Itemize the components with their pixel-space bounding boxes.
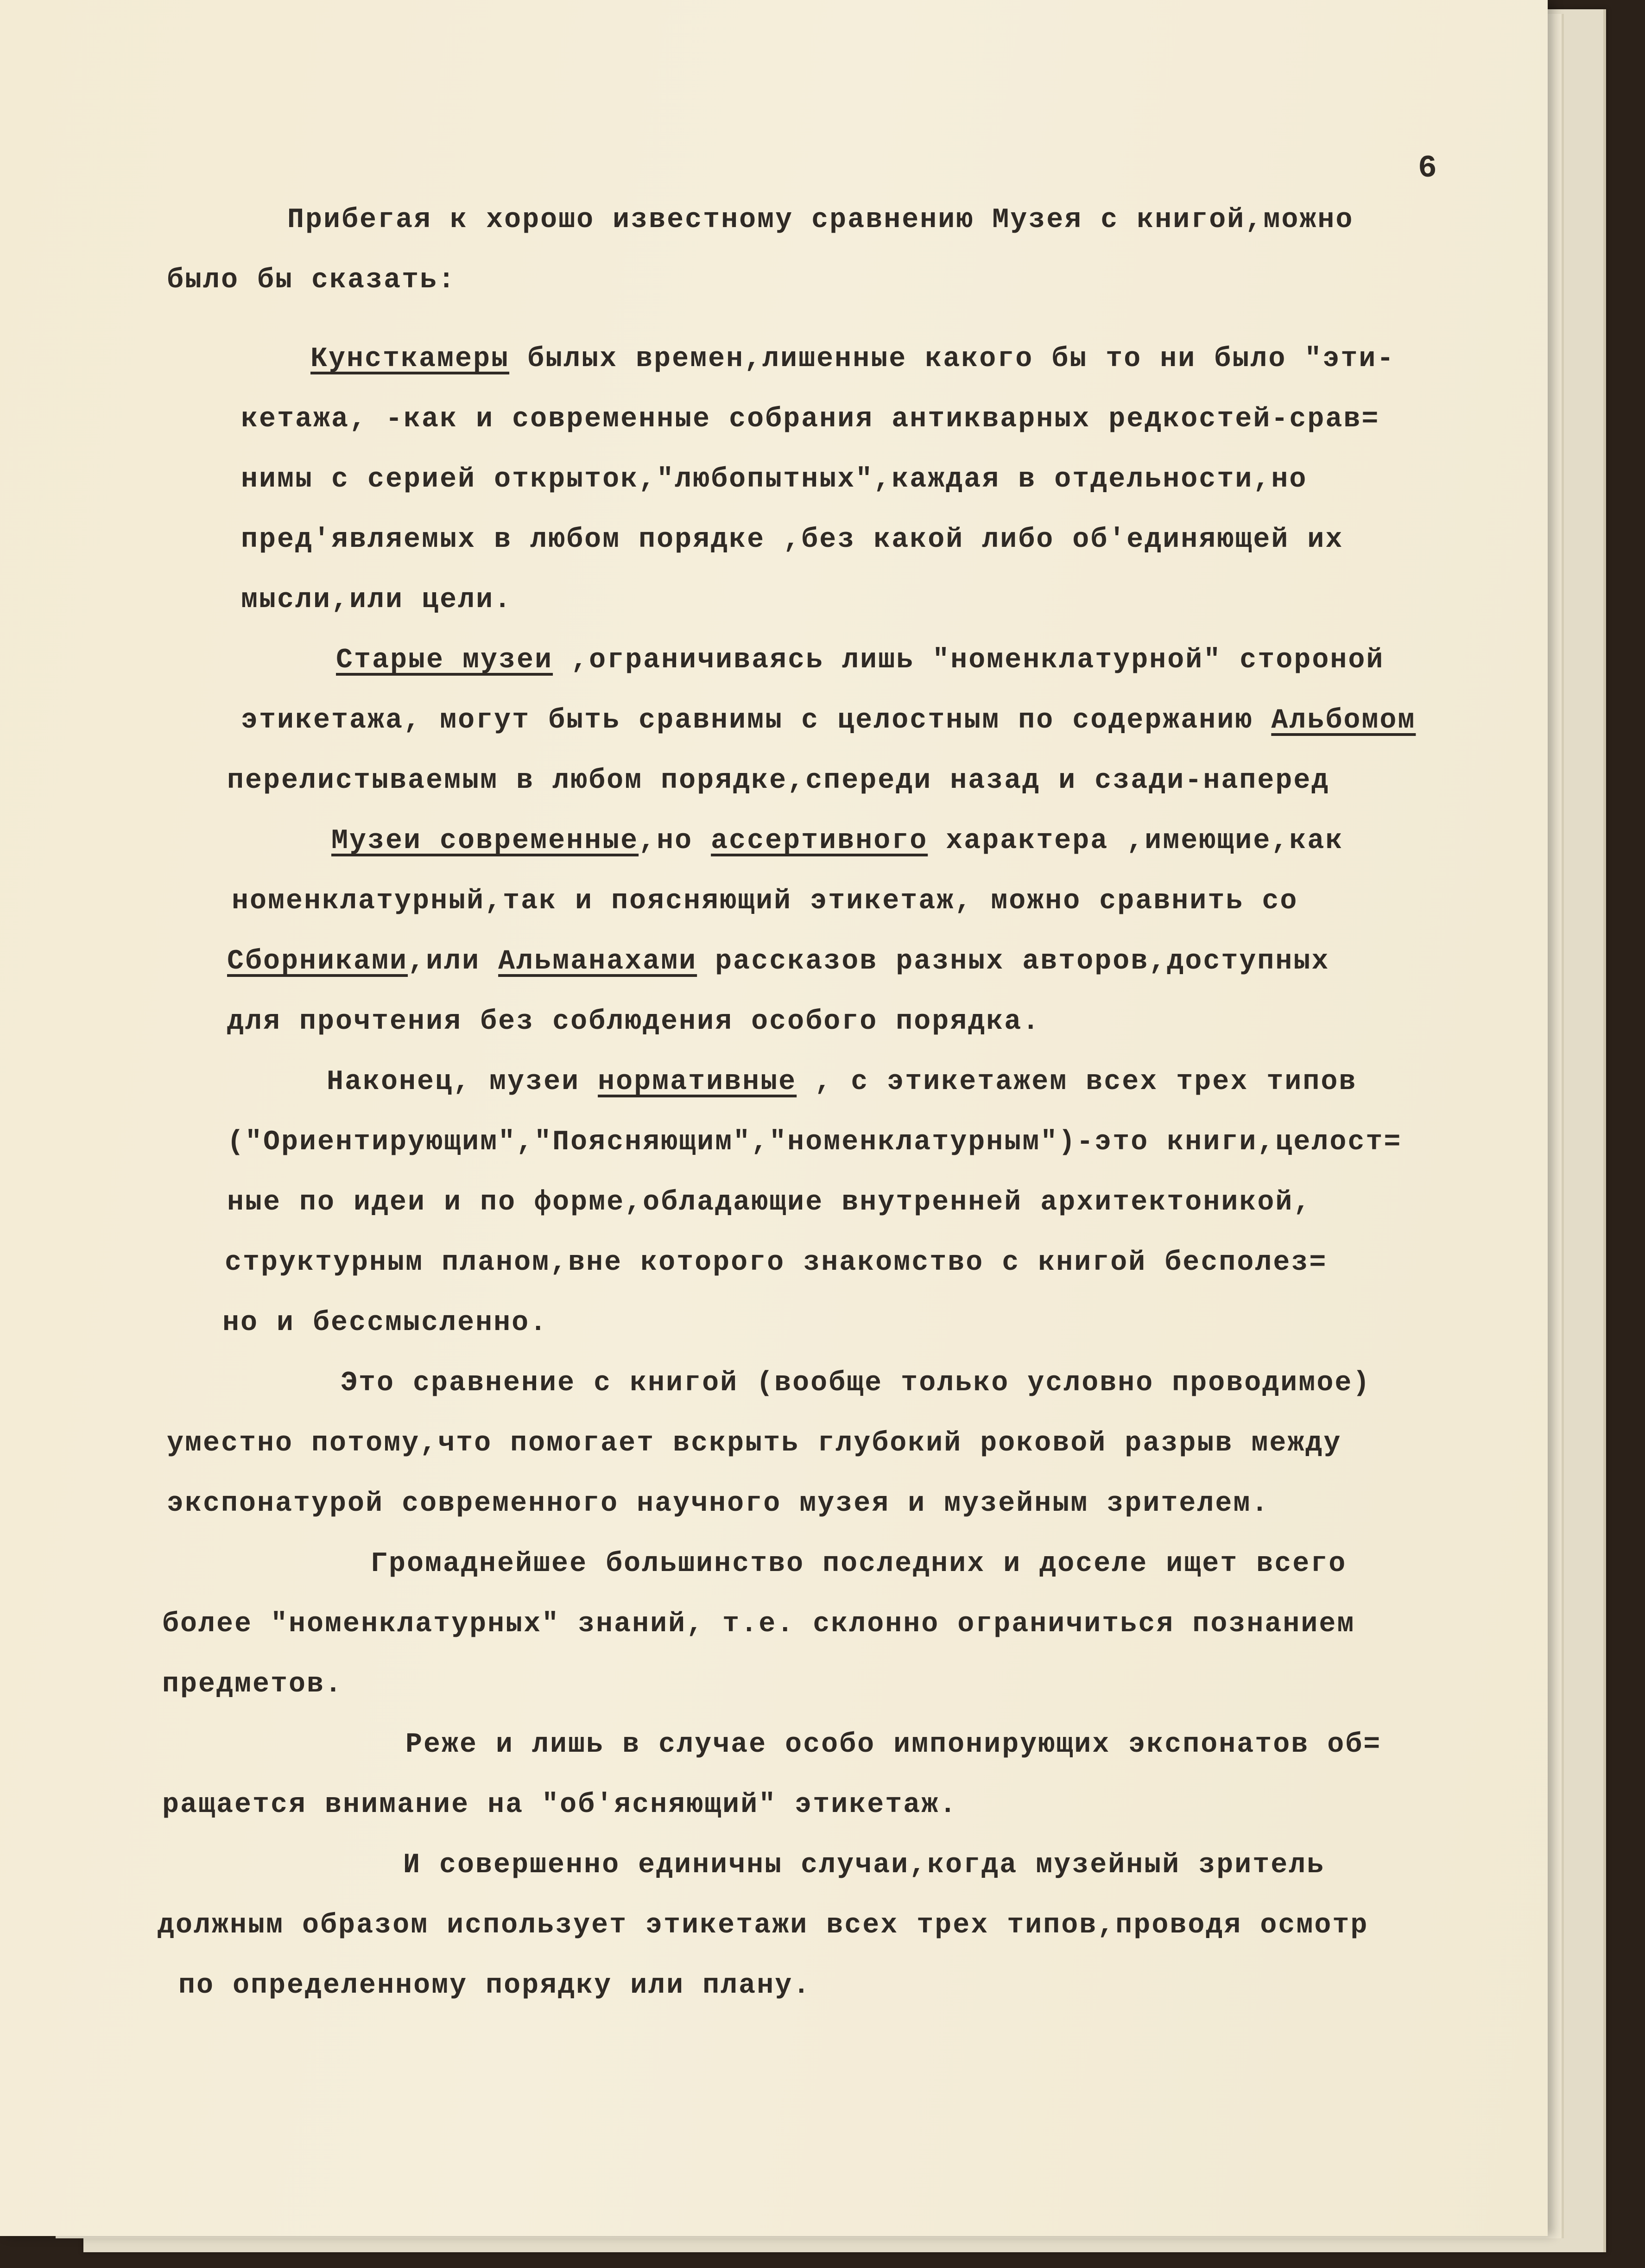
text-run: было бы сказать: [167, 265, 456, 296]
text-line [167, 1490, 1269, 1518]
text-line [232, 887, 1298, 915]
text-run: перелистываемым в любом порядке,спереди назад и сзади-наперед [227, 765, 1330, 797]
underlined-term: нормативные [598, 1066, 797, 1098]
text-line [225, 1249, 1327, 1277]
text-run: рассказов разных авторов,доступных [697, 946, 1330, 977]
text-run: Громаднейшее большинство последних и доселе ищет всего [371, 1548, 1347, 1580]
text-run: номенклатурный,так и поясняющий этикетаж, можно сравнить со [232, 886, 1298, 917]
text-run: этикетажа, могут быть сравнимы с целостным по содержанию [241, 705, 1272, 736]
underlined-term: Альбомом [1271, 705, 1416, 736]
underlined-term: Сборниками [227, 946, 408, 977]
text-run: Это сравнение с книгой (вообще только условно проводимое) [341, 1368, 1371, 1399]
text-run: экспонатурой современного научного музея и музейным зрителем. [167, 1488, 1270, 1520]
text-line [227, 767, 1329, 795]
text-run: нимы с серией открыток,"любопытных",каждая в отдельности,но [241, 464, 1308, 495]
text-line [227, 1128, 1402, 1156]
text-line [341, 1369, 1371, 1397]
text-line [167, 1430, 1341, 1457]
text-run: должным образом использует этикетажи всех трех типов,проводя осмотр [158, 1910, 1369, 1941]
text-run: ("Ориентирующим","Поясняющим","номенклатурным")-это книги,целост= [227, 1127, 1402, 1158]
text-run: уместно потому,что помогает вскрыть глубокий роковой разрыв между [167, 1428, 1342, 1459]
text-line [371, 1550, 1347, 1578]
underlined-term: Музеи современные [331, 825, 639, 857]
text-run: характера ,имеющие,как [928, 825, 1344, 857]
text-line [227, 1189, 1311, 1216]
text-line [287, 206, 1354, 234]
text-line [162, 1791, 957, 1819]
text-line [241, 586, 512, 614]
text-line [162, 1610, 1355, 1638]
text-line [310, 345, 1395, 373]
text-run: для прочтения без соблюдения особого порядка. [227, 1006, 1041, 1038]
text-run: ные по идеи и по форме,обладающие внутренней архитектоникой, [227, 1187, 1312, 1218]
text-run: И совершенно единичны случаи,когда музейный зритель [403, 1850, 1325, 1881]
text-run: мысли,или цели. [241, 584, 512, 616]
underlined-term: Старые музеи [336, 645, 553, 676]
text-line [327, 1068, 1357, 1096]
text-run: Реже и лишь в случае особо импонирующих экспонатов об= [405, 1729, 1382, 1761]
text-run: но и бессмысленно. [222, 1307, 548, 1339]
text-line [241, 707, 1416, 735]
text-line [331, 827, 1343, 855]
page-number: 6 [1418, 151, 1438, 186]
text-line [241, 466, 1307, 494]
text-run: структурным планом,вне которого знакомство с книгой бесполез= [225, 1247, 1328, 1279]
underlined-term: Альманахами [498, 946, 697, 977]
text-line [162, 1671, 343, 1698]
text-line [336, 646, 1384, 674]
text-run: ,ограничиваясь лишь "номенклатурной" стороной [553, 645, 1385, 676]
text-line [405, 1731, 1381, 1759]
underlined-term: ассертивного [711, 825, 928, 857]
text-run: более "номенклатурных" знаний, т.е. склонно ограничиться познанием [162, 1609, 1355, 1640]
text-run: предметов. [162, 1669, 343, 1700]
text-run: по определенному порядку или плану. [178, 1970, 811, 2002]
text-line [227, 948, 1329, 976]
text-run: кетажа, -как и современные собрания антикварных редкостей-срав= [241, 404, 1380, 435]
text-line [227, 1008, 1040, 1036]
text-line [241, 526, 1343, 554]
text-run: ,или [408, 946, 499, 977]
text-run: былых времен,лишенные какого бы то ни было "эти- [509, 343, 1395, 375]
text-run: Наконец, музеи [327, 1066, 598, 1098]
text-run: , с этикетажем всех трех типов [797, 1066, 1357, 1098]
text-run: Прибегая к хорошо известному сравнению Музея с книгой,можно [287, 204, 1354, 236]
text-run: ращается внимание на "об'ясняющий" этикетаж. [162, 1789, 958, 1821]
text-line [403, 1851, 1325, 1879]
text-run: ,но [639, 825, 711, 857]
text-line [178, 1972, 811, 2000]
underlined-term: Кунсткамеры [310, 343, 510, 375]
text-line [167, 266, 456, 294]
text-line [222, 1309, 548, 1337]
text-line [158, 1912, 1368, 1939]
text-line [241, 405, 1379, 433]
text-run: пред'являемых в любом порядке ,без какой либо об'единяющей их [241, 524, 1344, 556]
